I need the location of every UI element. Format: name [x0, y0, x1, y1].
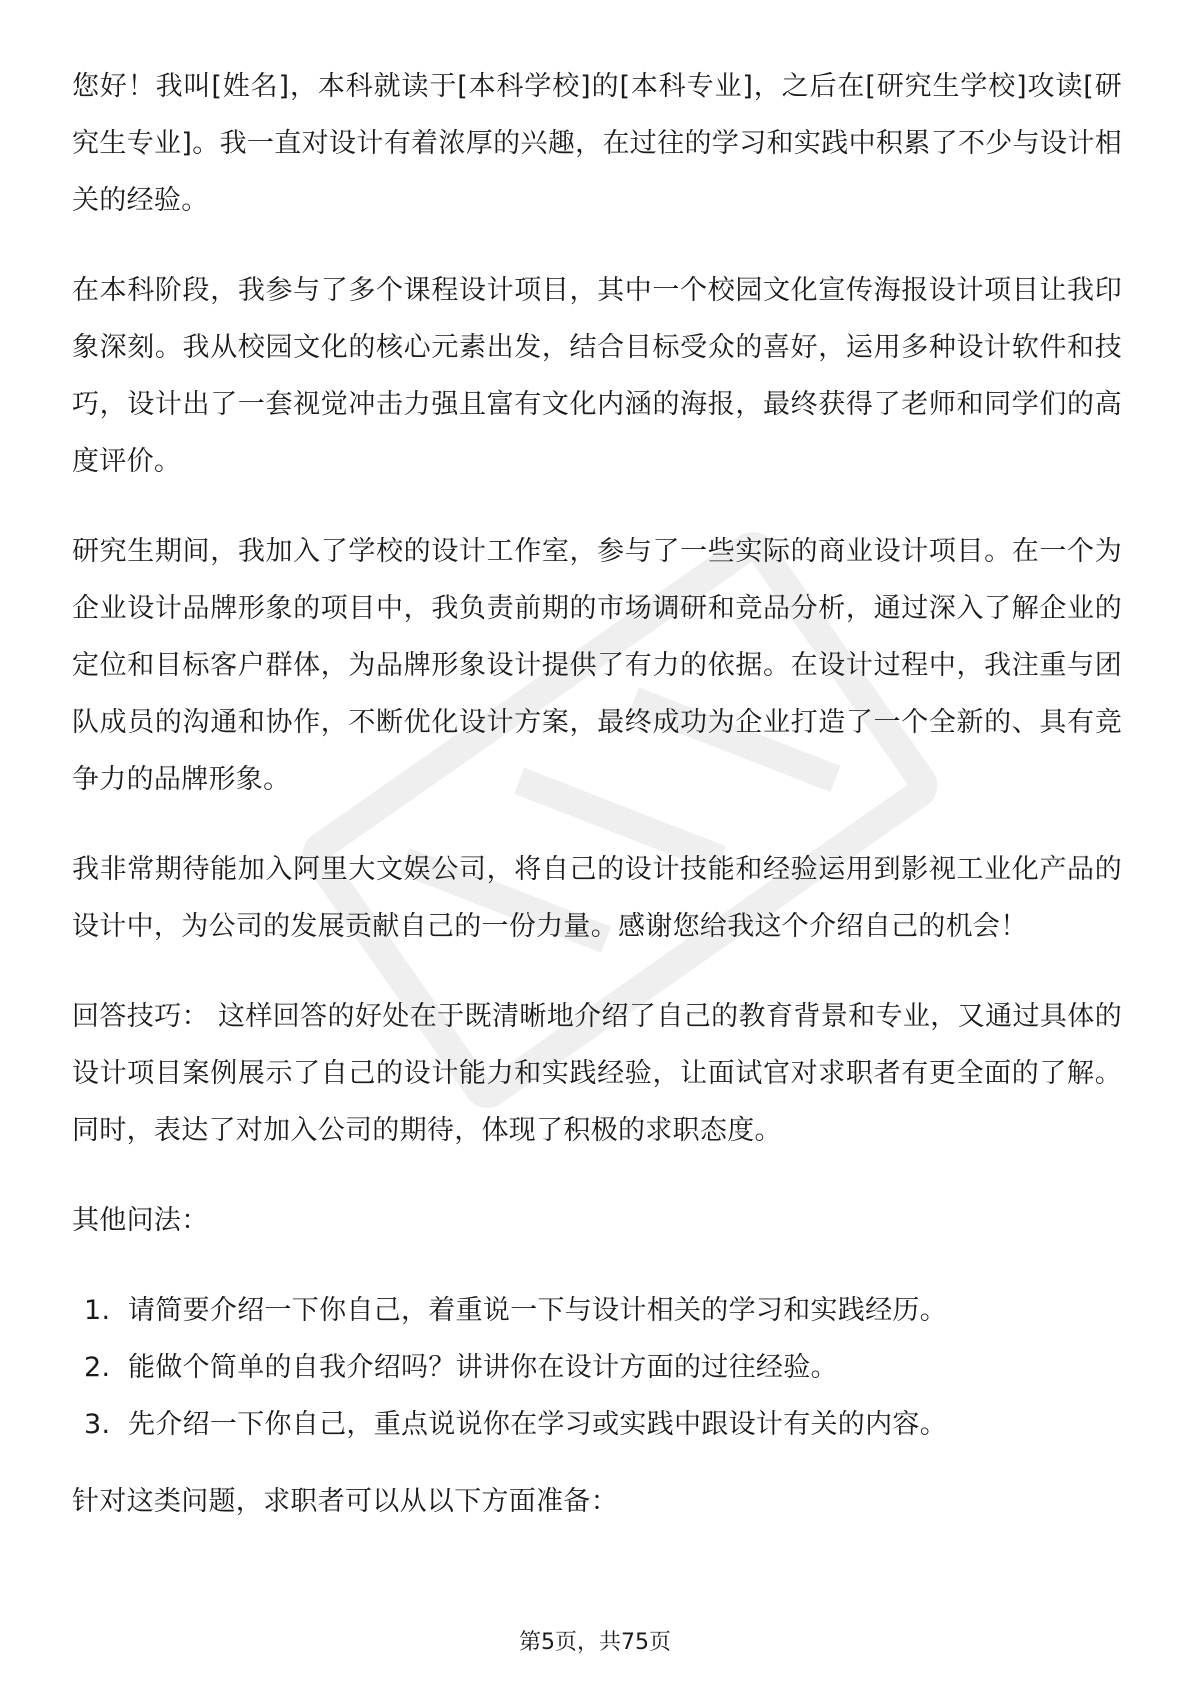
undergrad-paragraph: 在本科阶段，我参与了多个课程设计项目，其中一个校园文化宣传海报设计项目让我印象深刻。我从校园文化的核心元素出发，结合目标受众的喜好，运用多种设计软件和技巧，设计出了一套视觉冲击力强且富有文化内涵的海报，最终获得了老师和同学们的高度评价。: [72, 275, 1122, 477]
list-text: 请简要介绍一下你自己，着重说一下与设计相关的学习和实践经历。: [128, 1295, 947, 1326]
list-text: 先介绍一下你自己，重点说说你在学习或实践中跟设计有关的内容。: [128, 1409, 947, 1440]
preparation-paragraph: 针对这类问题，求职者可以从以下方面准备：: [72, 1486, 618, 1517]
other-questions-heading: 其他问法：: [72, 1205, 209, 1236]
page-footer: 第5页，共75页: [519, 1630, 671, 1655]
document-body: [72, 58, 1122, 1563]
graduate-paragraph: 研究生期间，我加入了学校的设计工作室，参与了一些实际的商业设计项目。在一个为企业设计品牌形象的项目中，我负责前期的市场调研和竞品分析，通过深入了解企业的定位和目标客户群体，为品牌形象设计提供了有力的依据。在设计过程中，我注重与团队成员的沟通和协作，不断优化设计方案，最终成功为企业打造了一个全新的、具有竞争力的品牌形象。: [72, 536, 1122, 795]
list-text: 能做个简单的自我介绍吗？讲讲你在设计方面的过往经验。: [128, 1352, 838, 1383]
other-questions-list: [72, 1282, 1122, 1453]
list-item: [72, 1339, 1122, 1396]
intro-paragraph: 您好！我叫[姓名]，本科就读于[本科学校]的[本科专业]，之后在[研究生学校]攻读[研究生专业]。我一直对设计有着浓厚的兴趣，在过往的学习和实践中积累了不少与设计相关的经验。: [72, 71, 1122, 216]
answer-tips-paragraph: 回答技巧： 这样回答的好处在于既清晰地介绍了自己的教育背景和专业，又通过具体的设计项目案例展示了自己的设计能力和实践经验，让面试官对求职者有更全面的了解。同时，表达了对加入公司的期待，体现了积极的求职态度。: [72, 1001, 1122, 1146]
list-item: [72, 1282, 1122, 1339]
list-item: [72, 1396, 1122, 1453]
closing-paragraph: 我非常期待能加入阿里大文娱公司，将自己的设计技能和经验运用到影视工业化产品的设计中，为公司的发展贡献自己的一份力量。感谢您给我这个介绍自己的机会！: [72, 854, 1122, 942]
list-number: 2.: [84, 1352, 111, 1383]
list-number: 3.: [84, 1409, 111, 1440]
list-number: 1.: [84, 1295, 111, 1326]
